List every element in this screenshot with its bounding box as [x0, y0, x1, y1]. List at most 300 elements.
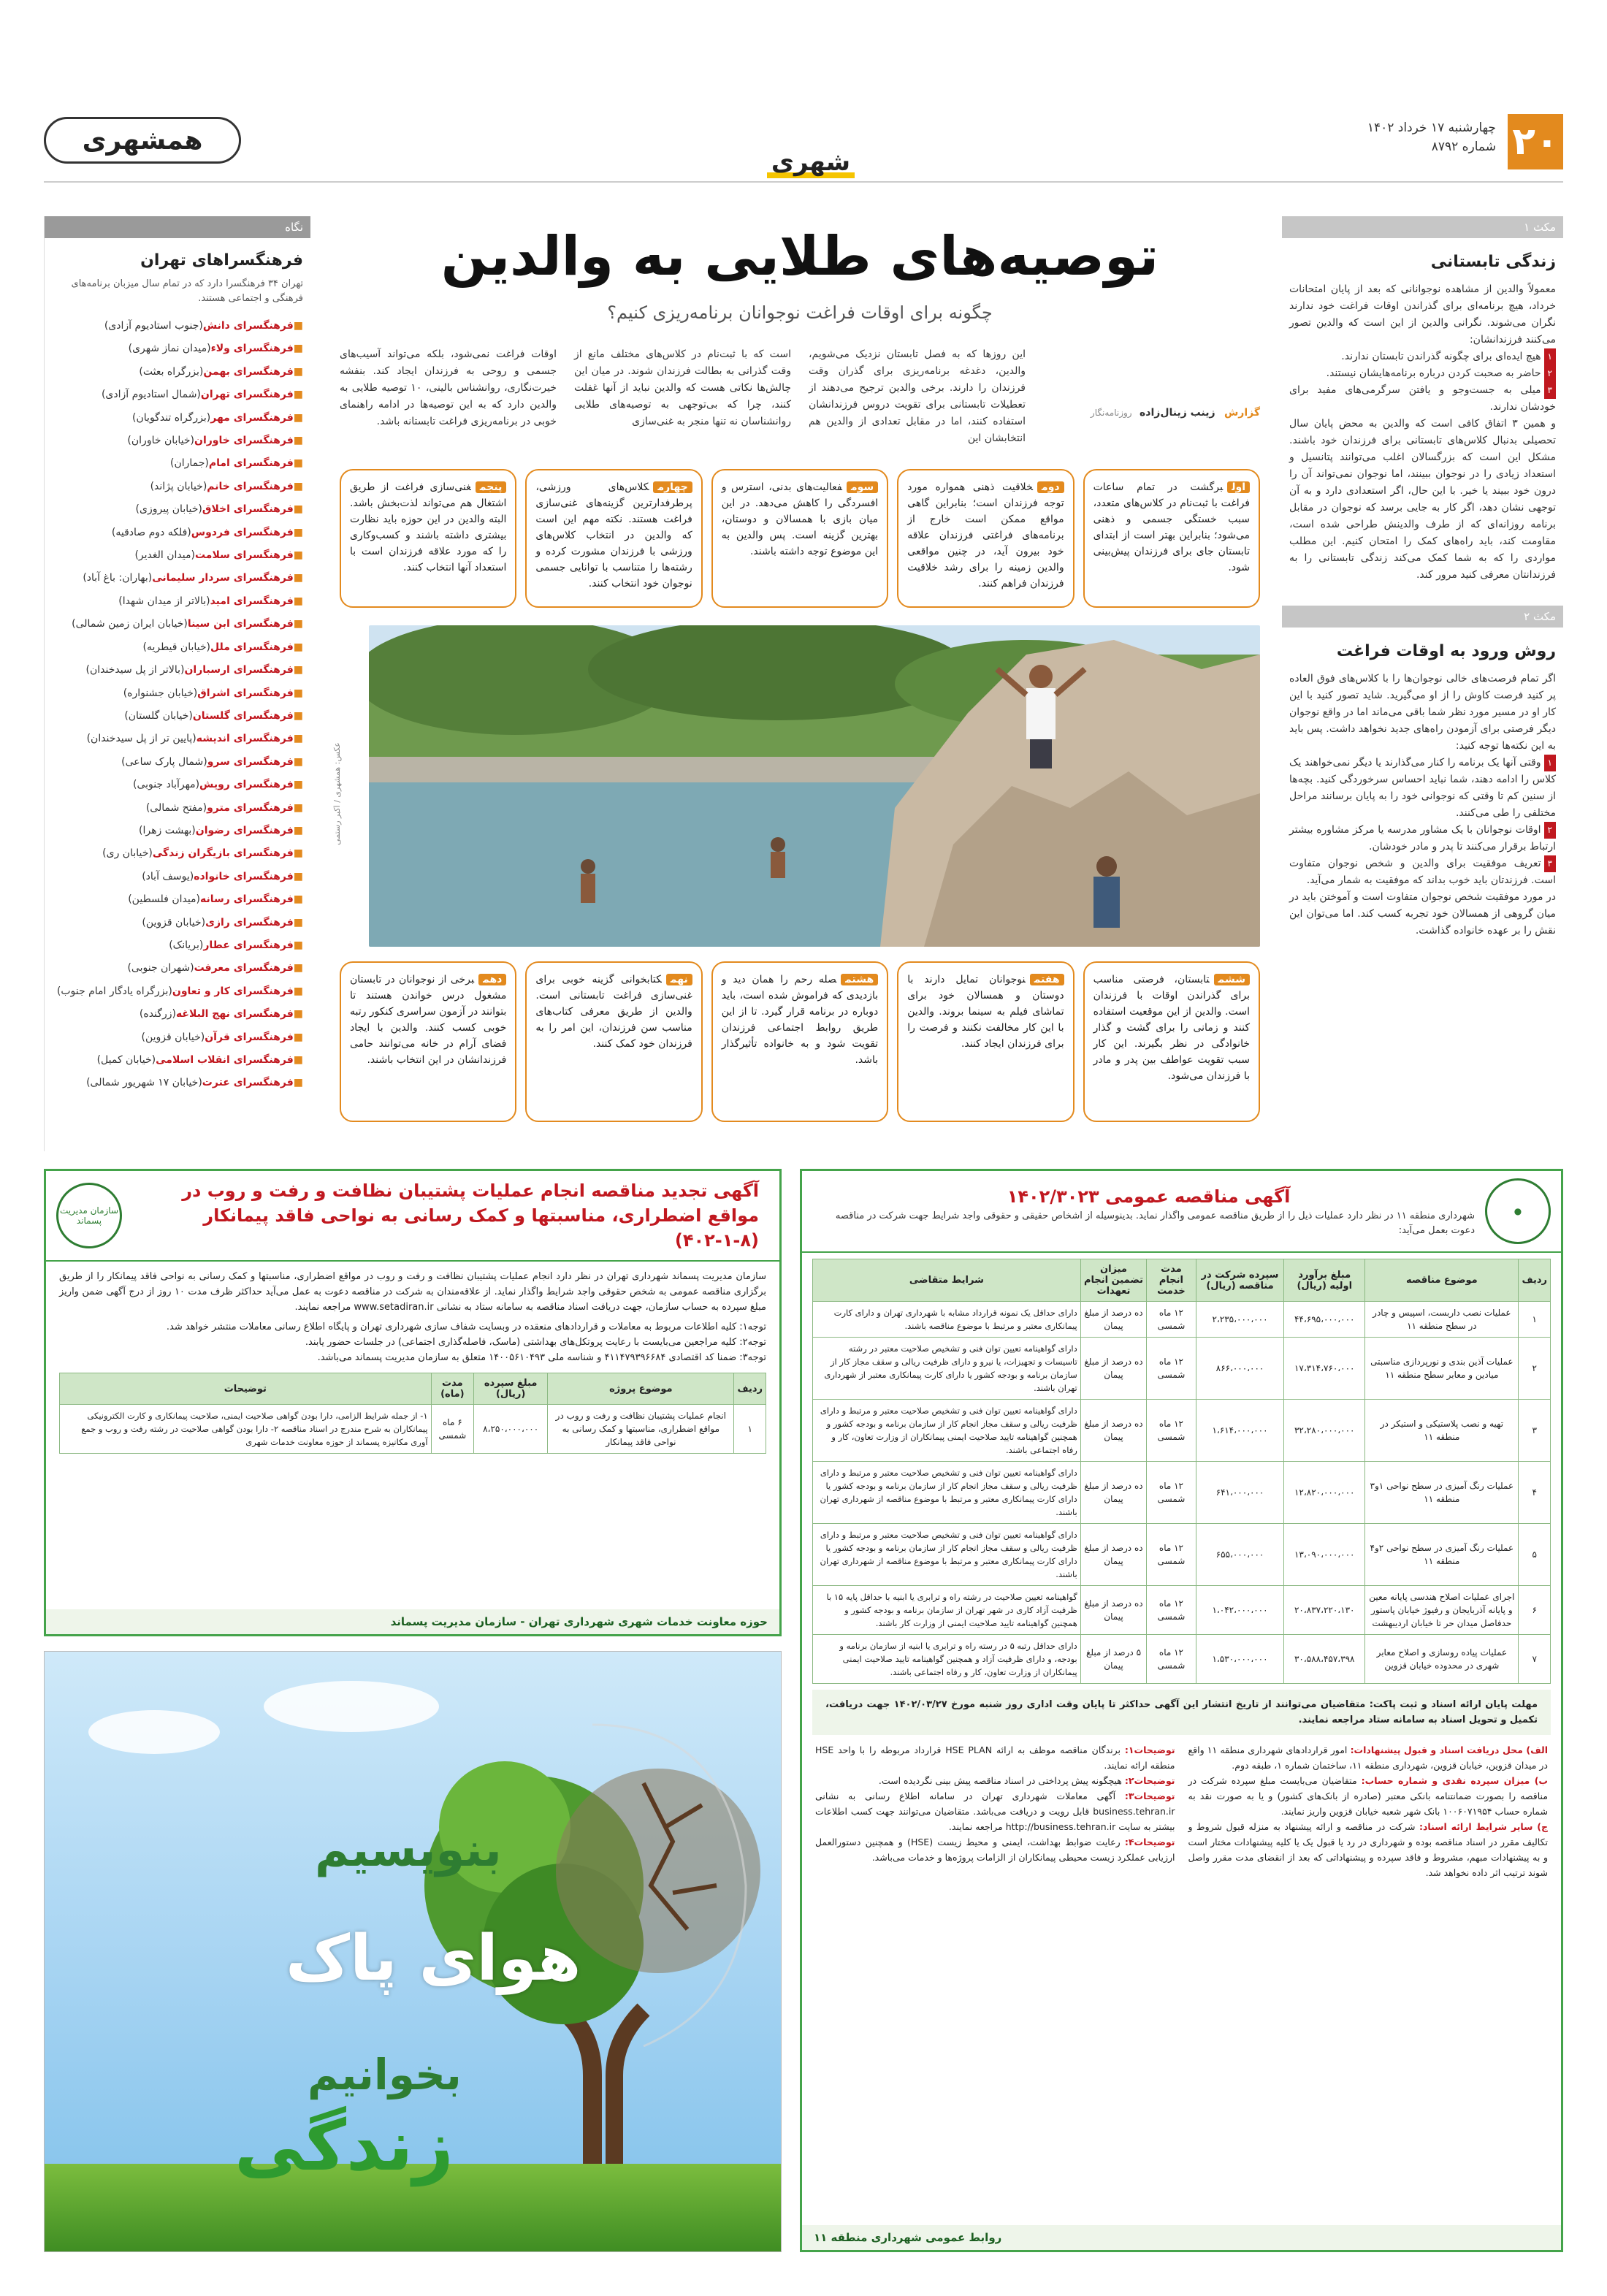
rule-text: هیچگونه پیش پرداختی در اسناد مناقصه پیش بینی نگردیده است.: [878, 1775, 1122, 1786]
point-text: تعریف موفقیت برای والدین و شخص نوجوان متفاوت است. فرزندتان باید خوب بداند که موفقیت به شمار می‌آید.: [1289, 858, 1556, 886]
tip-text: خلاقیت ذهنی همواره مورد توجه فرزندان است؛ بنابراین گاهی مواقع ممکن است خارج از برنامه‌های فراغتی فرزندان علاقه خود بیرون آید، در چنین مواقعی والدین زمینه را برای رشد خلاقیت فرزندان فراهم کنند.: [907, 481, 1064, 590]
newspaper-logo[interactable]: همشهری: [44, 117, 241, 164]
table-cell: گواهینامه تعیین صلاحیت در رشته راه و ترابری یا ابنیه با حداقل پایه ۱۵ با ظرفیت آزاد کاری در شهر تهران از سازمان برنامه و بودجه کشور و همچنین گواهینامه تایید صلاحیت ایمنی از وزارت کار باشند.: [813, 1586, 1081, 1635]
rule-label: ب) میزان سپرده نقدی و شماره حساب:: [1361, 1775, 1548, 1786]
center-address: (بالاتر از پل سیدخندان): [85, 664, 185, 676]
bullet-icon: ■: [293, 1031, 303, 1043]
center-name: فرهنگسرای رضوان: [195, 824, 294, 836]
table-cell: ۱۲ ماه شمسی: [1147, 1400, 1196, 1462]
cultural-center-item: [52, 842, 303, 865]
center-name: فرهنگسرای سرو: [207, 755, 294, 768]
cultural-center-item: [52, 980, 303, 1003]
column-header: مبلغ سپرده (ریال): [474, 1373, 548, 1405]
center-address: (خیابان گلستان): [124, 709, 193, 722]
tip-label: هشتم: [841, 974, 878, 985]
cultural-center-item: [52, 452, 303, 475]
center-address: (خیابان ۱۷ شهریور شمالی): [86, 1077, 202, 1089]
rule-text: متقاضیان می‌بایست مبلغ سپرده شرکت در مناقصه را بصورت ضمانتنامه بانکی معتبر (صادره از بانک‌های کشور) و یا به صورت نقد به شماره حساب ۱۰۰۶۰۷۱۹۵۴ بانک شهر شعبه خیابان قزوین واریز نمایند.: [1188, 1775, 1548, 1817]
tip-text: برخی از نوجوانان در تابستان مشغول درس خواندن هستند تا بتوانند در آزمون سراسری کنکور رتبه خوبی کسب کنند. والدین با ایجاد فضای آرام در خانه می‌توانند حامی فرزندانشان در این انتخاب باشند.: [349, 974, 507, 1066]
tip-card: [340, 961, 516, 1122]
center-address: (جنوب استادیوم آزادی): [104, 320, 203, 332]
tip-card: [525, 961, 702, 1122]
tip-text: فعالیت‌های بدنی، استرس و افسردگی را کاهش می‌دهد. در این میان بازی با همسالان و دوستان، بهترین گزینه است. پس والدین به این موضوع توجه داشته باشند.: [721, 481, 879, 557]
tip-label: اول: [1227, 481, 1250, 493]
box-body: [1282, 671, 1563, 939]
article-photo[interactable]: [369, 625, 1260, 947]
rule-label: توضیحات۲:: [1124, 1775, 1175, 1786]
ad-footer: روابط عمومی شهرداری منطقه ۱۱: [802, 2225, 1561, 2250]
center-name: فرهنگسرای ملل: [210, 641, 294, 653]
center-name: فرهنگسرای رازی: [205, 916, 294, 928]
cultural-center-item: [52, 774, 303, 796]
table-cell: ۸،۲۵۰،۰۰۰،۰۰۰: [474, 1405, 548, 1454]
date-text: چهارشنبه ۱۷ خرداد ۱۴۰۲: [1367, 121, 1496, 135]
box-point: [1289, 822, 1556, 855]
cultural-center-item: [52, 361, 303, 384]
tip-label: سوم: [847, 481, 878, 493]
center-name: فرهنگسرای معرفت: [194, 962, 294, 975]
bullet-icon: ■: [293, 916, 303, 928]
center-address: (پایین تر از پل سیدخندان): [86, 733, 196, 745]
tip-label: دوم: [1037, 481, 1064, 493]
center-address: (بزرگراه یادگار امام جنوب): [56, 985, 172, 997]
ad-footer: حوزه معاونت خدمات شهری شهرداری تهران - سازمان مدیریت پسماند: [46, 1609, 779, 1634]
bullet-icon: ■: [293, 893, 303, 906]
center-address: (فلکه دوم صادقیه): [111, 526, 191, 538]
tip-card: [711, 469, 888, 608]
tip-card: [525, 469, 702, 608]
ad-table-wrap: [802, 1253, 1561, 1690]
number-badge: ۲: [1544, 822, 1556, 839]
center-address: (زرگنده): [139, 1008, 176, 1021]
center-name: فرهنگسرای اشراق: [197, 687, 294, 699]
center-address: (بالاتر از میدان شهدا): [118, 595, 210, 607]
center-name: فرهنگسرای خانم: [207, 480, 294, 492]
cultural-center-item: [52, 866, 303, 888]
cultural-center-item: [52, 1003, 303, 1026]
tip-card: [897, 469, 1074, 608]
rule-item: [815, 1773, 1175, 1788]
center-name: فرهنگسرای رویش: [199, 779, 294, 791]
center-name: فرهنگسرای ابن سینا: [187, 618, 294, 630]
table-header-row: [813, 1259, 1551, 1302]
table-row: [813, 1635, 1551, 1684]
poster-line: بنویسیم: [315, 1823, 502, 1877]
bullet-icon: ■: [293, 1054, 303, 1066]
center-address: (مهرآباد جنوبی): [133, 779, 200, 791]
point-text: میلی به جست‌وجو و یافتن سرگرمی‌های مفید برای خودشان ندارند.: [1289, 384, 1556, 413]
cultural-center-item: [52, 659, 303, 682]
point-text: اوقات نوجوانان با یک مشاور مدرسه یا مرکز مشاوره بیشتر ارتباط برقرار می‌کنند تا پدر و مادر خودشان.: [1289, 824, 1556, 853]
column-header: سپرده شرکت در مناقصه (ریال): [1196, 1259, 1284, 1302]
bullet-icon: ■: [293, 687, 303, 699]
rule-text: شرکت در مناقصه و ارائه پیشنهاد به منزله قبول شروط و تکالیف مقرر در اسناد مناقصه بوده و شهرداری در رد یا قبول یک یا کلیه پیشنهادات مختار است و به پیشنهادات مبهم، مشروط و فاقد سپرده و پیشنهاداتی که بعد از انقضای مدت مقرر واصل شوند ترتیب اثر داده نخواهد شد.: [1188, 1821, 1548, 1878]
bullet-icon: ■: [293, 847, 303, 860]
ad-intro: شهرداری منطقه ۱۱ در نظر دارد عملیات ذیل را از طریق مناقصه عمومی واگذار نماید. بدینوسیله از اشخاص حقیقی و حقوقی واجد شرایط جهت شرکت در مناقصه دعوت بعمل می‌آید:: [835, 1210, 1475, 1236]
number-badge: ۳: [1544, 855, 1556, 872]
center-name: فرهنگسرای قرآن: [205, 1031, 294, 1043]
table-cell: ۱،۶۱۴،۰۰۰،۰۰۰: [1196, 1400, 1284, 1462]
cultural-center-item: [52, 1049, 303, 1072]
intro-column: [1043, 346, 1260, 456]
table-cell: ۴۴،۶۹۵،۰۰۰،۰۰۰: [1284, 1302, 1365, 1338]
table-row: [813, 1462, 1551, 1524]
ad-header: [46, 1171, 779, 1262]
table-cell: ۲۰،۸۳۷،۲۲۰،۱۳۰: [1284, 1586, 1365, 1635]
table-row: [60, 1405, 766, 1454]
bullet-icon: ■: [293, 709, 303, 722]
table-cell: ده درصد از مبلغ پیمان: [1080, 1400, 1146, 1462]
article-headline: توصیه‌های طلایی به والدین: [440, 225, 1159, 288]
cultural-center-item: [52, 934, 303, 957]
center-name: فرهنگسرای گلستان: [192, 709, 294, 722]
table-cell: دارای حداقل یک نمونه قرارداد مشابه با شهرداری تهران و دارای کارت پیمانکاری معتبر و مرتبط با موضوع مناقصه باشند.: [813, 1302, 1081, 1338]
poster-line: بخوانیم: [308, 2050, 462, 2099]
center-name: فرهنگسرای سردار سلیمانی: [152, 572, 294, 584]
box-point: [1289, 382, 1556, 416]
poster-line: زندگی: [234, 2105, 454, 2186]
tip-label: ششم: [1214, 974, 1250, 985]
rule-label: توضیحات۴:: [1124, 1837, 1175, 1847]
center-address: (میدان الغدیر): [134, 549, 195, 562]
bullet-icon: ■: [293, 457, 303, 470]
rule-label: توضیحات۳:: [1124, 1790, 1175, 1801]
tip-card: [711, 961, 888, 1122]
center-name: فرهنگسرای اندیشه: [196, 733, 294, 745]
rule-text: آگهی معاملات شهرداری تهران در سامانه اطلاع رسانی به نشانی business.tehran.ir قابل رویت و دریافت می‌باشد. متقاضیان می‌توانند جهت کسب اطلاعات بیشتر به سایت http://business.tehran.ir مراجعه نمایند.: [815, 1790, 1175, 1832]
box-paragraph: در مورد موفقیت شخص نوجوان متفاوت است و آموختن باید در میان گروهی از همسالان خود تجربه کسب کند. اما می‌توان این نقش را بر عهده خانواده گذاشت.: [1289, 891, 1556, 937]
table-cell: ۴: [1519, 1462, 1551, 1524]
box-tag: مکث ۲: [1282, 606, 1563, 628]
table-cell: ۱۲ ماه شمسی: [1147, 1338, 1196, 1400]
tip-label: نهم: [666, 974, 692, 985]
center-address: (شمال پارک ساعی): [121, 755, 207, 768]
column-header: ردیف: [1519, 1259, 1551, 1302]
center-address: (خیابان پیروزی): [135, 503, 202, 516]
ad-body: [46, 1262, 779, 1373]
bullet-icon: ■: [293, 779, 303, 791]
tender-ad-waste-management: [44, 1169, 782, 1636]
ad-note: توجه۱: کلیه اطلاعات مربوط به معاملات و قراردادهای منعقده در وبسایت شفاف سازی شهرداری تهران و پایگاه اطلاع رسانی معاملات منتشر خواهد شد.: [166, 1321, 766, 1332]
rules-column: [815, 1742, 1175, 1880]
center-address: (میدان فلسطین): [128, 893, 201, 906]
cultural-center-item: [52, 315, 303, 337]
rule-text: برندگان مناقصه موظف به ارائه HSE PLAN قرارداد مربوطه را با واحد HSE منطقه ارائه نمایند.: [815, 1744, 1175, 1771]
sidebar-intro: تهران ۳۴ فرهنگسرا دارد که در تمام سال میزبان برنامه‌های فرهنگی و اجتماعی هستند.: [71, 278, 303, 304]
tip-label: پنجم: [476, 481, 506, 493]
number-badge: ۱: [1544, 755, 1556, 771]
point-text: وقتی آنها یک برنامه را کنار می‌گذارند یا دیگر نمی‌خواهند یک کلاس را ادامه دهند، شما نباید احساس سرخوردگی کنید. بچه‌ها از سنین کم تا وقتی که نوجوانی خود را به پایان برسانند مراحل مختلفی را طی می‌کنند.: [1289, 757, 1556, 819]
cultural-center-item: [52, 1026, 303, 1049]
tip-text: کتابخوانی گزینه خوبی برای غنی‌سازی فراغت تابستانی است. والدین از طریق معرفی کتاب‌های مناسب سن فرزندان، این امر را به فرزندان خود کمک کنند.: [535, 974, 692, 1050]
cultural-center-item: [52, 728, 303, 750]
column-header: ردیف: [734, 1373, 766, 1405]
bullet-icon: ■: [293, 503, 303, 516]
ad-title-wrap: [812, 1184, 1485, 1238]
page-number: ۲۰: [1508, 114, 1563, 169]
center-name: فرهنگسرای امید: [210, 595, 294, 607]
center-name: فرهنگسرای رسانه: [200, 893, 294, 906]
bullet-icon: ■: [293, 755, 303, 768]
center-address: (شمال استادیوم آزادی): [101, 389, 201, 401]
table-cell: عملیات آذین بندی و نورپردازی مناسبتی میادین و معابر سطح منطقه ۱۱: [1365, 1338, 1519, 1400]
bullet-icon: ■: [293, 1008, 303, 1021]
bullet-icon: ■: [293, 320, 303, 332]
table-row: [813, 1400, 1551, 1462]
center-address: (خیابان خاوران): [127, 435, 194, 447]
point-text: هیچ ایده‌ای برای چگونه گذراندن تابستان ندارند.: [1341, 351, 1541, 362]
table-cell: ده درصد از مبلغ پیمان: [1080, 1524, 1146, 1586]
tip-text: نوجوانان تمایل دارند با دوستان و همسالان خود برای تماشای فیلم به سینما بروند. والدین با این کار مخالفت نکنند و فرصت را برای فرزندان ایجاد کنند.: [907, 974, 1064, 1050]
cultural-center-item: [52, 751, 303, 774]
cultural-center-item: [52, 705, 303, 728]
right-sidebar: [1282, 216, 1563, 1151]
table-cell: ۱،۰۴۲،۰۰۰،۰۰۰: [1196, 1586, 1284, 1635]
box-point: [1289, 855, 1556, 889]
center-name: فرهنگسرای عترت: [202, 1077, 294, 1089]
table-row: [813, 1338, 1551, 1400]
column-header: موضوع مناقصه: [1365, 1259, 1519, 1302]
table-header-row: [60, 1373, 766, 1405]
cultural-center-item: [52, 613, 303, 636]
ad-note: توجه۳: ضمنا کد اقتصادی ۴۱۱۴۷۹۳۹۶۶۸۴ و شناسه ملی ۱۴۰۰۵۶۱۰۴۹۳ متعلق به سازمان مدیریت پسماند می‌باشد.: [317, 1352, 766, 1363]
center-address: (خیابان قزوین): [142, 916, 206, 928]
poster-line: هوای پاک: [286, 1922, 581, 1995]
issue-date: [1367, 118, 1496, 156]
tehran-municipality-emblem-icon: ●: [1485, 1178, 1551, 1244]
ad-deadline: مهلت پایان ارائه اسناد و ثبت پاکت: متقاضیان می‌توانند از تاریخ انتشار این آگهی حداکثر تا پایان وقت اداری روز شنبه مورخ ۱۴۰۲/۰۳/۲۷ جهت دریافت، تکمیل و تحویل اسناد به سامانه ستاد مراجعه نمایند.: [812, 1690, 1551, 1735]
author-name: زینب زینال‌زاده: [1140, 407, 1215, 419]
section-label: شهری: [767, 149, 855, 178]
center-address: (خیابان قزوین): [141, 1031, 205, 1043]
ad-title: آگهی مناقصه عمومی ۱۴۰۲/۳۰۲۳: [1007, 1186, 1291, 1207]
cultural-center-item: [52, 590, 303, 613]
center-address: (بهشت زهرا): [139, 824, 196, 836]
bullet-icon: ■: [293, 733, 303, 745]
table-cell: ۲: [1519, 1338, 1551, 1400]
center-address: (بزرگراه بعثت): [139, 365, 204, 378]
center-address: (خیابان پژاند): [150, 480, 207, 492]
author-role: روزنامه‌نگار: [1090, 408, 1132, 418]
bullet-icon: ■: [293, 480, 303, 492]
tip-text: تابستان، فرصتی مناسب برای گذراندن اوقات با فرزندان است. والدین از این موقعیت استفاده کنند و زمانی را برای گشت و گذار خانوادگی در نظر بگیرند. این کار سبب تقویت عواطف بین پدر و مادر با فرزندان می‌شود.: [1093, 974, 1250, 1082]
table-cell: ۸۶۶،۰۰۰،۰۰۰: [1196, 1338, 1284, 1400]
table-cell: ۳۲،۲۸۰،۰۰۰،۰۰۰: [1284, 1400, 1365, 1462]
table-cell: ۱- از جمله شرایط الزامی، دارا بودن گواهی صلاحیت ایمنی، صلاحیت پیمانکاری و کارت الکترونیکی پیمانکاران به شرح مندرج در اسناد مناقصه ۲- دارا بودن گواهی صلاحیت در رشته رفت و روب و جمع آوری مکانیزه پسماند از حوزه معاونت خدمات شهری: [60, 1405, 432, 1454]
sidebar-title: فرهنگسراهای تهران: [140, 251, 303, 270]
bullet-icon: ■: [293, 435, 303, 447]
box-point: [1289, 365, 1556, 382]
rule-item: [1188, 1773, 1549, 1819]
table-cell: ۱۳،۰۹۰،۰۰۰،۰۰۰: [1284, 1524, 1365, 1586]
table-cell: عملیات پیاده روسازی و اصلاح معابر شهری در محدوده خیابان قزوین: [1365, 1635, 1519, 1684]
clean-air-poster: [44, 1651, 782, 2252]
point-text: حاضر به صحبت کردن درباره برنامه‌هایشان نیستند.: [1326, 367, 1541, 379]
tip-card: [1083, 469, 1260, 608]
bullet-icon: ■: [293, 824, 303, 836]
rules-column: [1188, 1742, 1549, 1880]
table-cell: عملیات رنگ آمیزی در سطح نواحی ۱و۳ منطقه ۱۱: [1365, 1462, 1519, 1524]
sidebar-box-leisure: [1282, 606, 1563, 939]
photo-illustration: [369, 625, 1260, 947]
table-cell: ۶۴۱،۰۰۰،۰۰۰: [1196, 1462, 1284, 1524]
box-title: روش ورود به اوقات فراغت: [1336, 642, 1556, 660]
center-name: فرهنگسرای خاوران: [194, 435, 294, 447]
table-row: [813, 1524, 1551, 1586]
rule-item: [1188, 1819, 1549, 1880]
center-name: فرهنگسرای مترو: [207, 801, 294, 814]
table-cell: ده درصد از مبلغ پیمان: [1080, 1462, 1146, 1524]
center-name: فرهنگسرای عطار: [203, 939, 294, 951]
table-cell: دارای گواهینامه تعیین توان فنی و تشخیص صلاحیت معتبر و مرتبط و دارای ظرفیت ریالی و سقف مجاز انجام کار از سازمان برنامه و بودجه کشور یا دارای کارت پیمانکاری معتبر و مرتبط با موضوع مناقصه از شهرداری تهران باشند.: [813, 1462, 1081, 1524]
ad-rules: [802, 1735, 1561, 1888]
bullet-icon: ■: [293, 343, 303, 355]
bullet-icon: ■: [293, 526, 303, 538]
table-cell: ۶ ماه شمسی: [431, 1405, 474, 1454]
center-address: (خیابان ایران زمین شمالی): [72, 618, 188, 630]
tip-label: دهم: [478, 974, 506, 985]
table-cell: ۳۰،۵۸۸،۴۵۷،۳۹۸: [1284, 1635, 1365, 1684]
table-cell: دارای گواهینامه تعیین توان فنی و تشخیص صلاحیت معتبر و مرتبط و دارای ظرفیت ریالی و سقف مجاز انجام کار از سازمان برنامه و بودجه کشور یا دارای کارت پیمانکاری معتبر و مرتبط با موضوع مناقصه از شهرداری تهران باشند.: [813, 1524, 1081, 1586]
rule-label: ج) سایر شرایط ارائه اسناد:: [1419, 1821, 1548, 1832]
cultural-center-list: [45, 315, 310, 1095]
table-cell: ۶: [1519, 1586, 1551, 1635]
table-cell: ۱۲ ماه شمسی: [1147, 1462, 1196, 1524]
main-article: [332, 216, 1260, 1151]
table-cell: ۷: [1519, 1635, 1551, 1684]
cultural-center-item: [52, 498, 303, 521]
number-badge: ۱: [1544, 348, 1556, 365]
report-label: گزارش: [1224, 407, 1260, 419]
center-name: فرهنگسرای انقلاب اسلامی: [156, 1054, 294, 1066]
rule-item: [815, 1834, 1175, 1865]
center-name: فرهنگسرای دانش: [202, 320, 294, 332]
center-name: فرهنگسرای ارسباران: [184, 664, 294, 676]
cultural-center-item: [52, 476, 303, 498]
table-cell: ۱۲ ماه شمسی: [1147, 1586, 1196, 1635]
center-address: (جماران): [170, 457, 209, 470]
column-header: توضیحات: [60, 1373, 432, 1405]
cultural-center-item: [52, 682, 303, 705]
table-cell: ۱۲ ماه شمسی: [1147, 1635, 1196, 1684]
table-cell: ۱۲ ماه شمسی: [1147, 1302, 1196, 1338]
center-name: فرهنگسرای اخلاق: [202, 503, 294, 516]
tehran-municipality-emblem-icon: سازمان مدیریت پسماند: [56, 1183, 122, 1248]
cloud-shape: [264, 1681, 439, 1732]
rule-item: [815, 1742, 1175, 1773]
sidebar-tag: نگاه: [45, 216, 310, 238]
table-cell: ۲،۲۳۵،۰۰۰،۰۰۰: [1196, 1302, 1284, 1338]
center-address: (بریانک): [169, 939, 204, 951]
bullet-icon: ■: [293, 365, 303, 378]
ad-paragraph: سازمان مدیریت پسماند شهرداری تهران در نظر دارد انجام عملیات پشتیبان نظافت و رفت و روب در مواقع اضطراری، مناسبتها و کمک رسانی به نواحی فاقد پیمانکار را از طریق برگزاری مناقصه عمومی به شخص حقوقی واجد شرایط واگذار نماید. از علاقه‌مندان به شرکت در مناقصه دعوت به عمل می‌آید حداکثر ظرف مدت ۱۰ روز از درج آگهی ضمن واریز مبلغ سپرده به حساب سازمان، جهت دریافت اسناد مناقصه به سامانه ستاد به نشانی www.setadiran.ir مراجعه نمایند.: [59, 1271, 766, 1313]
table-cell: ۱: [734, 1405, 766, 1454]
number-badge: ۲: [1544, 365, 1556, 382]
center-name: فرهنگسرای خانواده: [194, 870, 294, 882]
bullet-icon: ■: [293, 939, 303, 951]
box-point: [1289, 348, 1556, 365]
center-name: فرهنگسرای مهر: [210, 411, 294, 424]
center-name: فرهنگسرای تهران: [200, 389, 294, 401]
cultural-center-item: [52, 430, 303, 452]
number-badge: ۳: [1544, 382, 1556, 399]
table-cell: دارای گواهینامه تعیین توان فنی و تشخیص صلاحیت معتبر در رشته تاسیسات و تجهیزات، یا نیرو و دارای ظرفیت ریالی و سقف مجاز کار از سازمان برنامه و بودجه کشور یا دارای کارت پیمانکاری معتبر از شهرداری تهران باشند.: [813, 1338, 1081, 1400]
bullet-icon: ■: [293, 389, 303, 401]
center-name: فرهنگسرای کار و تعاون: [172, 985, 294, 997]
bullet-icon: ■: [293, 1077, 303, 1089]
table-cell: ده درصد از مبلغ پیمان: [1080, 1302, 1146, 1338]
ad-header: [802, 1171, 1561, 1253]
center-address: (خیابان جشنواره): [123, 687, 198, 699]
rule-text: رعایت ضوابط بهداشت، ایمنی و محیط زیست (HSE) و همچنین دستورالعمل ارزیابی عملکرد زیست محیطی پیمانکاران از الزامات پروژه‌ها و خدمات می‌باشد.: [815, 1837, 1175, 1863]
column-header: مدت (ماه): [431, 1373, 474, 1405]
tip-label: هفتم: [1030, 974, 1064, 985]
table-cell: دارای گواهینامه تعیین توان فنی و تشخیص صلاحیت معتبر و مرتبط و دارای ظرفیت ریالی و سقف مجاز انجام کار از سازمان برنامه و بودجه کشور و همچنین گواهینامه تایید صلاحیت ایمنی پیمانکاران از وزارت تعاون، کار و رفاه اجتماعی باشند.: [813, 1400, 1081, 1462]
center-name: فرهنگسرای فردوس: [191, 526, 294, 538]
rule-item: [815, 1788, 1175, 1834]
column-header: شرایط متقاضی: [813, 1259, 1081, 1302]
tip-text: غنی‌سازی فراغت از طریق اشتغال هم می‌تواند لذت‌بخش باشد. البته والدین در این حوزه باید نظارت بیشتری داشته باشند و کسب‌وکاری را که مورد علاقه فرزندان است با استعداد آنها انتخاب کنند.: [349, 481, 507, 573]
table-cell: ۱۲ ماه شمسی: [1147, 1524, 1196, 1586]
table-cell: ۳: [1519, 1400, 1551, 1462]
box-paragraph: و همین ۳ اتفاق کافی است که والدین به محض پایان سال تحصیلی بدنبال کلاس‌های تابستانی برای فرزندان خود باشند. مشکل این است که بزرگسالان اغلب می‌توانند پتانسیل و استعداد زیادی را در نوجوان ببینند، اما نوجوان نمی‌تواند آن را درون خود ببیند یا خیر. با این حال، اگر استعدادی دارد و به آن توجهی نشان دهد، اگر کار به جایی برسد که نوجوان در مقابل برنامه روزانه‌ای که از طرف والدینش طراحی شده است، مقاومت کند، باید راه‌های کمک را امتحان کنیم. این مطلب مواردی را که به شما کمک می‌کند زندگی تابستانی را به فرزندانتان معرفی کنید مرور کند.: [1289, 418, 1556, 581]
table-cell: ۶۵۵،۰۰۰،۰۰۰: [1196, 1524, 1284, 1586]
tip-text: کلاس‌های ورزشی، پرطرفدارترین گزینه‌های غنی‌سازی فراغت هستند. نکته مهم این است که والدین در انتخاب کلاس‌های ورزشی با فرزندان مشورت کرده و رشته‌ها را متناسب با توانایی جسمی نوجوان خود انتخاب کنند.: [535, 481, 692, 590]
table-row: [813, 1586, 1551, 1635]
column-header: موضوع پروژه: [548, 1373, 734, 1405]
center-name: فرهنگسرای بازیگران زندگی: [152, 847, 294, 860]
rule-item: [1188, 1742, 1549, 1773]
cultural-center-item: [52, 820, 303, 842]
center-address: (مفتح شمالی): [145, 801, 207, 814]
table-cell: ده درصد از مبلغ پیمان: [1080, 1338, 1146, 1400]
table-cell: ۱۷،۳۱۴،۷۶۰،۰۰۰: [1284, 1338, 1365, 1400]
column-header: مدت انجام خدمت: [1147, 1259, 1196, 1302]
cultural-center-item: [52, 384, 303, 406]
article-intro: [340, 346, 1260, 456]
intro-column: است که با ثبت‌نام در کلاس‌های مختلف مانع از وقت گذرانی به بطالت فرزندان شوند. در میان این چالش‌ها نکاتی هست که والدین نباید از آنها غفلت کنند، چرا که بی‌توجهی به توصیه‌های طلایی روانشناسان نه تنها منجر به غنی‌سازی: [574, 348, 791, 427]
box-paragraph: اگر تمام فرصت‌های خالی نوجوان‌ها را با کلاس‌های فوق العاده پر کنید فرصت کاوش را از او می‌گیرید. شاید تصور کنید با این کار او در مسیر مورد نظر شما باقی می‌ماند اما در واقع نوجوان دیگر فرصتی برای آزمودن راه‌های جدید نخواهد داشت. پس باید به این نکته‌ها توجه کنید:: [1289, 673, 1556, 752]
table-cell: اجرای عملیات اصلاح هندسی پایانه معین و پایانه آذربایجان و رفیوژ خیابان پاستور حدفاصل میدان حر تا خیابان اردیبهشت: [1365, 1586, 1519, 1635]
article-subheadline: چگونه برای اوقات فراغت نوجوانان برنامه‌ریزی کنیم؟: [607, 302, 993, 323]
tip-text: برگشت در تمام ساعات فراغت با ثبت‌نام در کلاس‌های متعدد، سبب خستگی جسمی و ذهنی می‌شود؛ بنابراین بهتر است از ابتدای تابستان جای برای فرزندان پیش‌بینی شود.: [1093, 481, 1250, 573]
cultural-center-item: [52, 337, 303, 360]
tip-card: [1083, 961, 1260, 1122]
tips-row-bottom: [340, 961, 1260, 1122]
center-address: (شهران جنوبی): [127, 962, 194, 975]
bullet-icon: ■: [293, 641, 303, 653]
box-body: [1282, 281, 1563, 584]
table-cell: ۵: [1519, 1524, 1551, 1586]
table-cell: عملیات نصب داربست، اسپیس و چادر در سطح منطقه ۱۱: [1365, 1302, 1519, 1338]
table-cell: انجام عملیات پشتیبان نظافت و رفت و روب در مواقع اضطراری، مناسبتها و کمک رسانی به نواحی فاقد پیمانکار: [548, 1405, 734, 1454]
bullet-icon: ■: [293, 411, 303, 424]
table-cell: ۱: [1519, 1302, 1551, 1338]
cultural-center-item: [52, 567, 303, 590]
sidebar-box-summer-life: [1282, 216, 1563, 584]
issue-number: شماره ۸۷۹۲: [1431, 140, 1496, 154]
bullet-icon: ■: [293, 664, 303, 676]
tips-row-top: [340, 469, 1260, 608]
center-address: (میدان نماز شهری): [128, 343, 211, 355]
center-name: فرهنگسرای سلامت: [194, 549, 294, 562]
cultural-center-item: [52, 407, 303, 430]
center-address: (خیابان کمیل): [96, 1054, 156, 1066]
center-address: (بزرگراه تندگویان): [132, 411, 211, 424]
cultural-center-item: [52, 957, 303, 980]
column-header: میزان تضمین انجام تعهدات: [1080, 1259, 1146, 1302]
table-cell: ۱۲،۸۲۰،۰۰۰،۰۰۰: [1284, 1462, 1365, 1524]
